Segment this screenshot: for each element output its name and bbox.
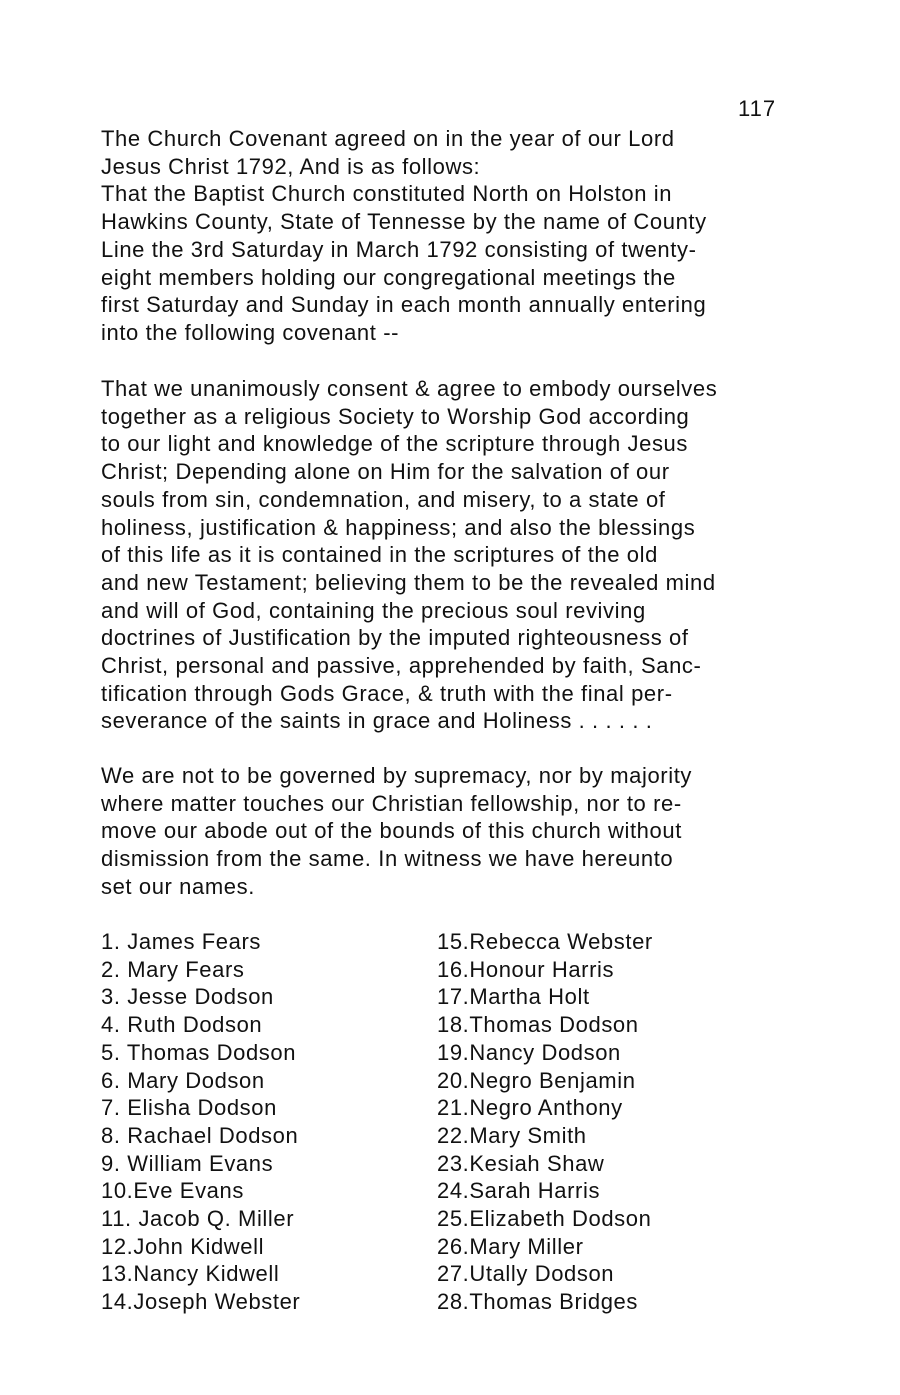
signer-entry: 3. Jesse Dodson [101,984,274,1010]
text-line: The Church Covenant agreed on in the year of our Lord [101,126,675,151]
text-line: eight members holding our congregational meetings the [101,264,676,290]
signer-entry: 4. Ruth Dodson [101,1012,263,1038]
signer-entry: 18.Thomas Dodson [437,1012,639,1038]
covenant-paragraph [101,375,841,735]
signer-entry: 19.Nancy Dodson [437,1039,621,1065]
signer-entry: 13.Nancy Kidwell [101,1261,280,1287]
text-line: into the following covenant -- [101,319,400,345]
text-line: That the Baptist Church constituted North on Holston in [101,181,673,207]
text-line: souls from sin, condemnation, and misery, to a state of [101,486,666,512]
signer-entry: 8. Rachael Dodson [101,1122,299,1148]
signer-entry: 22.Mary Smith [437,1122,587,1148]
text-line: holiness, justification & happiness; and also the blessings [101,514,696,540]
text-line: Christ, personal and passive, apprehended by faith, Sanc- [101,653,702,679]
text-line: Hawkins County, State of Tennesse by the name of County [101,209,707,235]
text-line: That we unanimously consent & agree to embody ourselves [101,376,718,401]
text-line: together as a religious Society to Worship God according [101,403,690,429]
text-line: first Saturday and Sunday in each month annually entering [101,292,707,318]
text-line: Jesus Christ 1792, And is as follows: [101,153,481,179]
signer-entry: 28.Thomas Bridges [437,1289,638,1315]
text-line: and new Testament; believing them to be the revealed mind [101,569,716,595]
signer-entry: 26.Mary Miller [437,1233,584,1259]
signer-entry: 23.Kesiah Shaw [437,1150,605,1176]
signer-entry: 6. Mary Dodson [101,1067,265,1093]
text-line: to our light and knowledge of the scripture through Jesus [101,431,688,457]
text-line: set our names. [101,873,255,899]
signer-entry: 14.Joseph Webster [101,1289,301,1315]
text-line: Christ; Depending alone on Him for the salvation of our [101,459,670,485]
intro-paragraph [101,125,841,347]
signer-entry: 20.Negro Benjamin [437,1067,636,1093]
signer-entry: 25.Elizabeth Dodson [437,1206,652,1232]
text-line: and will of God, containing the precious soul reviving [101,597,646,623]
signer-entry: 11. Jacob Q. Miller [101,1206,295,1232]
text-line: severance of the saints in grace and Holiness . . . . . . [101,708,653,734]
text-line: dismission from the same. In witness we have hereunto [101,846,674,872]
signer-entry: 5. Thomas Dodson [101,1039,297,1065]
signers-list-left [101,928,421,1316]
text-line: move our abode out of the bounds of this church without [101,818,682,844]
text-line: We are not to be governed by supremacy, nor by majority [101,763,693,788]
signer-entry: 27.Utally Dodson [437,1261,615,1287]
text-line: doctrines of Justification by the imputed righteousness of [101,625,689,651]
signer-entry: 2. Mary Fears [101,956,245,982]
signer-entry: 12.John Kidwell [101,1233,265,1259]
signer-entry: 9. William Evans [101,1150,274,1176]
text-line: of this life as it is contained in the scriptures of the old [101,542,658,568]
signer-entry: 10.Eve Evans [101,1178,244,1204]
signer-entry: 7. Elisha Dodson [101,1095,277,1121]
text-line: Line the 3rd Saturday in March 1792 consisting of twenty- [101,236,697,262]
signer-entry: 15.Rebecca Webster [437,929,653,954]
signer-entry: 24.Sarah Harris [437,1178,601,1204]
text-line: where matter touches our Christian fellowship, nor to re- [101,790,682,816]
governance-paragraph [101,762,841,901]
signer-entry: 1. James Fears [101,929,262,954]
signers-list-right [437,928,837,1316]
signer-entry: 21.Negro Anthony [437,1095,623,1121]
page-number: 117 [738,96,777,121]
signer-entry: 17.Martha Holt [437,984,590,1010]
text-line: tification through Gods Grace, & truth with the final per- [101,680,673,706]
signer-entry: 16.Honour Harris [437,956,615,982]
